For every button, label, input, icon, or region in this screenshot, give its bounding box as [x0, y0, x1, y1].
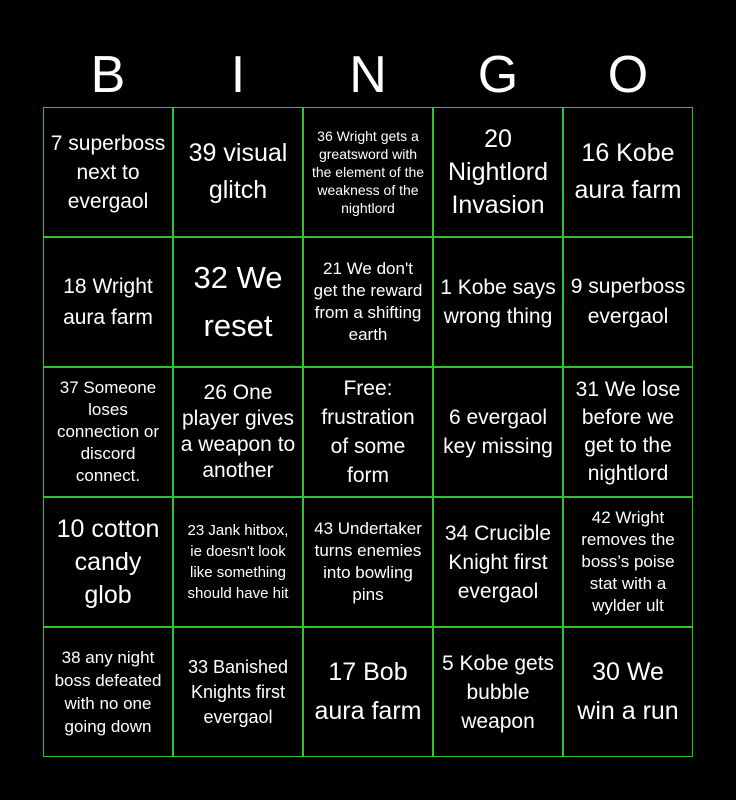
- cell-text: 16 Kobe aura farm: [574, 139, 682, 204]
- bingo-cell-r4c5[interactable]: [563, 497, 693, 627]
- cell-text: 1 Kobe says wrong thing: [440, 276, 556, 328]
- bingo-board: [43, 107, 693, 757]
- bingo-cell-r1c3[interactable]: [303, 107, 433, 237]
- cell-text: 32 We reset: [193, 260, 283, 343]
- bingo-cell-r3c1[interactable]: [43, 367, 173, 497]
- header-letter-g: G: [477, 46, 519, 104]
- bingo-cell-r4c4[interactable]: [433, 497, 563, 627]
- bingo-cell-r2c1[interactable]: [43, 237, 173, 367]
- bingo-cell-r4c3[interactable]: [303, 497, 433, 627]
- bingo-cell-r5c1[interactable]: [43, 627, 173, 757]
- cell-text: 33 Banished Knights first evergaol: [187, 656, 289, 727]
- cell-text: 5 Kobe gets bubble weapon: [441, 651, 555, 733]
- bingo-header: [43, 44, 693, 106]
- cell-text: 26 One player gives a weapon to another: [180, 381, 296, 482]
- cell-text: 6 evergaol key missing: [443, 406, 553, 458]
- cell-text: 21 We don't get the reward from a shifting earth: [313, 259, 423, 344]
- bingo-cell-r1c1[interactable]: [43, 107, 173, 237]
- cell-text: 39 visual glitch: [188, 139, 288, 204]
- bingo-cell-r2c4[interactable]: [433, 237, 563, 367]
- cell-text: 23 Jank hitbox, ie doesn't look like something should have hit: [187, 522, 289, 602]
- bingo-cell-r1c5[interactable]: [563, 107, 693, 237]
- bingo-cell-r3c4[interactable]: [433, 367, 563, 497]
- bingo-cell-r3c2[interactable]: [173, 367, 303, 497]
- cell-text: 30 We win a run: [577, 658, 679, 725]
- cell-text: 42 Wright removes the boss’s poise stat with a wylder ult: [581, 508, 675, 615]
- bingo-cell-r5c3[interactable]: [303, 627, 433, 757]
- bingo-cell-r5c5[interactable]: [563, 627, 693, 757]
- bingo-cell-r1c2[interactable]: [173, 107, 303, 237]
- bingo-cell-r5c4[interactable]: [433, 627, 563, 757]
- cell-text: Free: frustration of some form: [321, 377, 415, 487]
- bingo-cell-r3c3[interactable]: [303, 367, 433, 497]
- bingo-cell-r5c2[interactable]: [173, 627, 303, 757]
- cell-text: 37 Someone loses connection or discord connect.: [56, 378, 160, 485]
- bingo-cell-r4c1[interactable]: [43, 497, 173, 627]
- header-letter-b: B: [90, 46, 126, 104]
- cell-text: 18 Wright aura farm: [63, 275, 153, 329]
- cell-text: 20 Nightlord Invasion: [447, 124, 549, 219]
- cell-text: 31 We lose before we get to the nightlord: [575, 378, 681, 485]
- bingo-cell-r2c5[interactable]: [563, 237, 693, 367]
- cell-text: 34 Crucible Knight first evergaol: [444, 521, 552, 603]
- bingo-cell-r2c2[interactable]: [173, 237, 303, 367]
- cell-text: 17 Bob aura farm: [314, 658, 422, 725]
- cell-text: 10 cotton candy glob: [56, 514, 160, 609]
- cell-text: 36 Wright gets a greatsword with the element of the weakness of the nightlord: [311, 128, 425, 216]
- bingo-cell-r4c2[interactable]: [173, 497, 303, 627]
- header-letter-n: N: [349, 46, 387, 104]
- bingo-cell-r3c5[interactable]: [563, 367, 693, 497]
- cell-text: 43 Undertaker turns enemies into bowling pins: [314, 519, 422, 604]
- header-letter-i: I: [230, 46, 246, 104]
- cell-text: 38 any night boss defeated with no one going down: [54, 648, 162, 736]
- cell-text: 7 superboss next to evergaol: [50, 131, 166, 213]
- header-letter-o: O: [607, 46, 649, 104]
- cell-text: 9 superboss evergaol: [570, 275, 686, 328]
- bingo-cell-r2c3[interactable]: [303, 237, 433, 367]
- bingo-cell-r1c4[interactable]: [433, 107, 563, 237]
